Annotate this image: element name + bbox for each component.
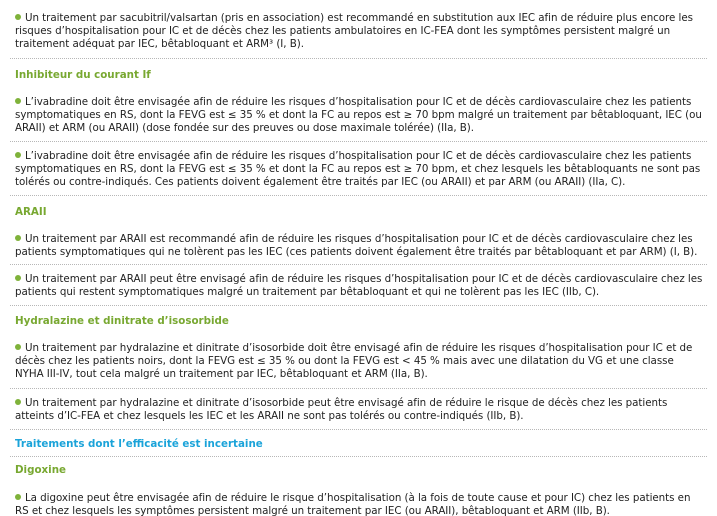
bullet-dot-icon bbox=[15, 98, 21, 104]
divider bbox=[10, 388, 707, 389]
recommendation-hydralazine-1 bbox=[15, 342, 705, 381]
divider bbox=[10, 264, 707, 265]
bullet-dot-icon bbox=[15, 14, 21, 20]
divider bbox=[10, 58, 707, 59]
recommendation-text: Un traitement par ARAII peut être envisagé afin de réduire les risques d’hospitalisation pour IC et de décès cardiovasculaire chez les patients qui restent symptomatiques malgré un traitement par bêtabloquant et qui ne tolèrent pas les IEC (IIb, C). bbox=[15, 273, 703, 298]
recommendation-text: Un traitement par ARAII est recommandé afin de réduire les risques d’hospitalisation pour IC et de décès cardiovasculaire chez les patients symptomatiques qui ne tolèrent pas les IEC (ces patients doivent également être traités par bêtabloquant et par ARM) (I, B). bbox=[15, 233, 698, 258]
recommendation-ivabradine-1 bbox=[15, 96, 705, 135]
recommendation-hydralazine-2 bbox=[15, 397, 705, 423]
divider bbox=[10, 195, 707, 196]
bullet-dot-icon bbox=[15, 494, 21, 500]
heading-hydralazine: Hydralazine et dinitrate d’isosorbide bbox=[15, 315, 229, 327]
bullet-dot-icon bbox=[15, 152, 21, 158]
recommendation-text: L’ivabradine doit être envisagée afin de réduire les risques d’hospitalisation pour IC et de décès cardiovasculaire chez les patients symptomatiques en RS, dont la FEVG est ≤ 35 % et dont la FC au repos est ≥ 70 bpm, et chez lesquels les bêtabloquants ne sont pas tolérés ou contre-indiqués. Ces patients doivent également être traités par IEC (ou ARAII) et par ARM (ou ARAII) (IIa, C). bbox=[15, 150, 701, 188]
recommendation-text: L’ivabradine doit être envisagée afin de réduire les risques d’hospitalisation pour IC et de décès cardiovasculaire chez les patients symptomatiques en RS, dont la FEVG est ≤ 35 % et dont la FC au repos est ≥ 70 bpm malgré un traitement par bêtabloquant, IEC (ou ARAII) et ARM (ou ARAII) (dose fondée sur des preuves ou dose maximale tolérée) (IIa, B). bbox=[15, 96, 702, 134]
recommendation-sacubitril bbox=[15, 12, 705, 51]
heading-ivabradine: Inhibiteur du courant If bbox=[15, 69, 151, 81]
bullet-dot-icon bbox=[15, 399, 21, 405]
heading-digoxine: Digoxine bbox=[15, 464, 67, 476]
divider bbox=[10, 429, 707, 430]
divider bbox=[10, 456, 707, 457]
bullet-dot-icon bbox=[15, 235, 21, 241]
bullet-dot-icon bbox=[15, 275, 21, 281]
bullet-dot-icon bbox=[15, 344, 21, 350]
heading-uncertain-treatments: Traitements dont l’efficacité est incertaine bbox=[15, 438, 263, 450]
recommendation-text: La digoxine peut être envisagée afin de réduire le risque d’hospitalisation (à la fois de toute cause et pour IC) chez les patients en RS et chez lesquels les symptômes persistent malgré un traitement par IEC (ou ARAII), bêtabloquant et ARM (IIb, B). bbox=[15, 492, 691, 516]
recommendation-digoxine bbox=[15, 492, 705, 516]
recommendation-araii-2 bbox=[15, 273, 705, 299]
recommendation-text: Un traitement par sacubitril/valsartan (pris en association) est recommandé en substitution aux IEC afin de réduire plus encore les risques d’hospitalisation pour IC et de décès chez les patients ambulatoires en IC-FEA dont les symptômes persistent malgré un traitement adéquat par IEC, bêtabloquant et ARM³ (I, B). bbox=[15, 12, 693, 50]
recommendation-text: Un traitement par hydralazine et dinitrate d’isosorbide doit être envisagé afin de réduire les risques d’hospitalisation pour IC et de décès chez les patients noirs, dont la FEVG est ≤ 35 % ou dont la FEVG est < 45 % mais avec une dilatation du VG et une classe NYHA III-IV, tout cela malgré un traitement par IEC, bêtabloquant et ARM (IIa, B). bbox=[15, 342, 693, 380]
recommendation-araii-1 bbox=[15, 233, 705, 259]
heading-araii: ARAII bbox=[15, 206, 47, 218]
divider bbox=[10, 141, 707, 142]
recommendation-text: Un traitement par hydralazine et dinitrate d’isosorbide peut être envisagé afin de réduire le risque de décès chez les patients atteints d’IC-FEA et chez lesquels les IEC et les ARAII ne sont pas tolérés ou contre-indiqués (IIb, B). bbox=[15, 397, 668, 422]
divider bbox=[10, 305, 707, 306]
recommendation-ivabradine-2 bbox=[15, 150, 705, 189]
